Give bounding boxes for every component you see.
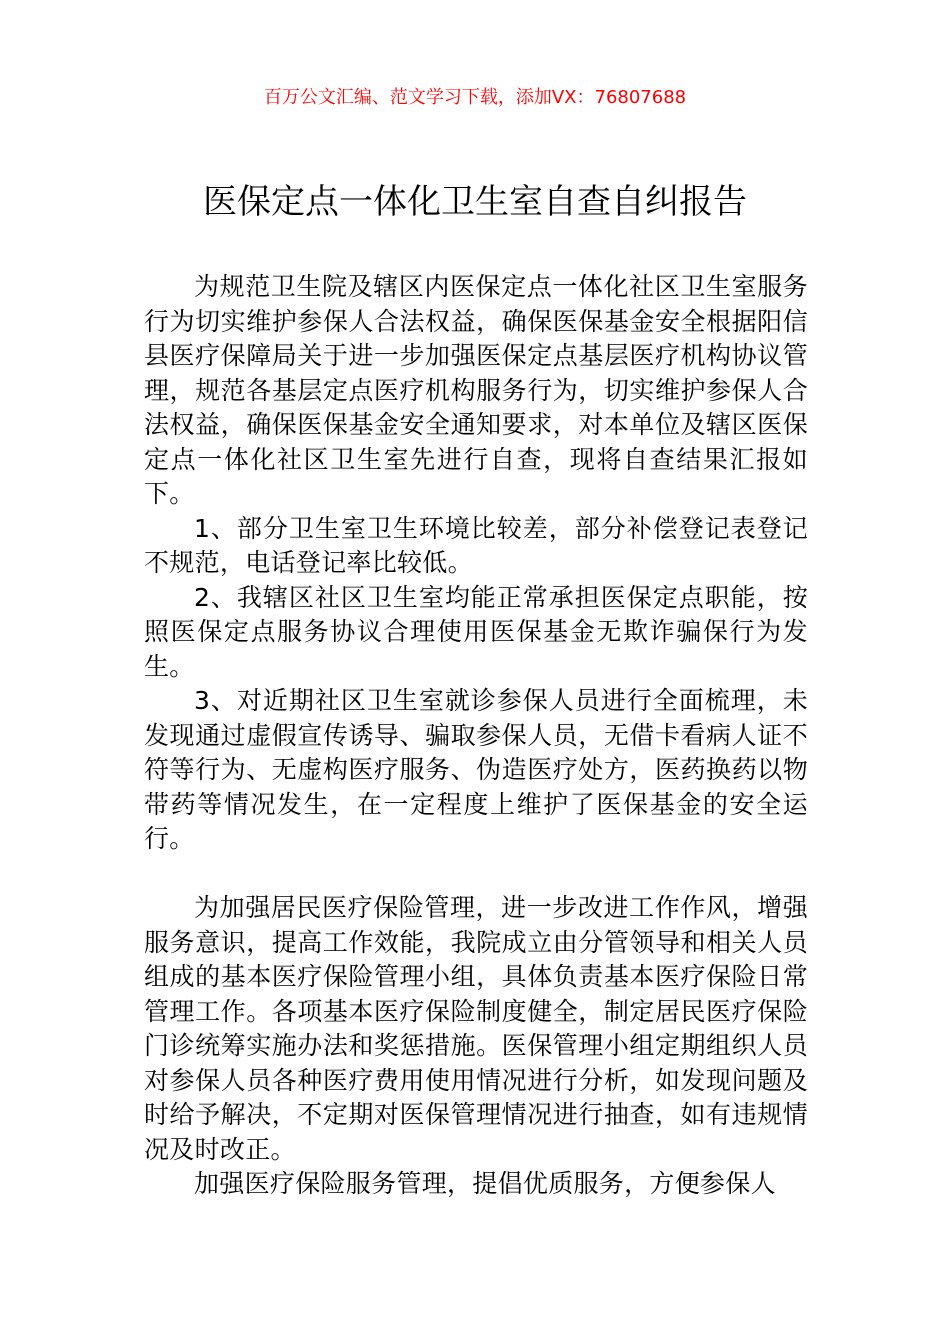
- paragraph-item-1: 1、部分卫生室卫生环境比较差，部分补偿登记表登记不规范，电话登记率比较低。: [144, 513, 808, 577]
- document-title: 医保定点一体化卫生室自查自纠报告: [203, 182, 747, 222]
- document-body: [144, 270, 808, 1202]
- watermark-header: 百万公文汇编、范文学习下载，添加VX：76807688: [263, 87, 687, 108]
- paragraph-service: 加强医疗保险服务管理，提倡优质服务，方便参保人: [194, 1169, 776, 1198]
- paragraph-item-3: 3、对近期社区卫生室就诊参保人员进行全面梳理，未发现通过虚假宣传诱导、骗取参保人员，无借卡看病人证不符等行为、无虚构医疗服务、伪造医疗处方，医药换药以物带药等情况发生，在一定程度上维护了医保基金的安全运行。: [144, 686, 808, 853]
- paragraph-intro: 为规范卫生院及辖区内医保定点一体化社区卫生室服务行为切实维护参保人合法权益，确保医保基金安全根据阳信县医疗保障局关于进一步加强医保定点基层医疗机构协议管理，规范各基层定点医疗机构服务行为，切实维护参保人合法权益，确保医保基金安全通知要求，对本单位及辖区医保定点一体化社区卫生室先进行自查，现将自查结果汇报如下。: [144, 272, 808, 508]
- paragraph-item-2: 2、我辖区社区卫生室均能正常承担医保定点职能，按照医保定点服务协议合理使用医保基金无欺诈骗保行为发生。: [144, 582, 808, 681]
- paragraph-management: 为加强居民医疗保险管理，进一步改进工作作风，增强服务意识，提高工作效能，我院成立由分管领导和相关人员组成的基本医疗保险管理小组，具体负责基本医疗保险日常管理工作。各项基本医疗保险制度健全，制定居民医疗保险门诊统筹实施办法和奖惩措施。医保管理小组定期组织人员对参保人员各种医疗费用使用情况进行分析，如发现问题及时给予解决，不定期对医保管理情况进行抽查，如有违规情况及时改正。: [144, 893, 808, 1164]
